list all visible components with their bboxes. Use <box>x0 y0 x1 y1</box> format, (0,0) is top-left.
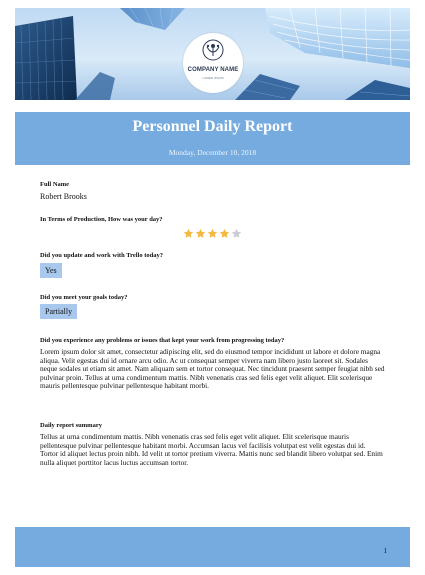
company-logo-icon <box>202 39 224 61</box>
star-filled-icon <box>207 228 218 239</box>
trello-answer: Yes <box>40 263 62 278</box>
summary-text: Tellus at urna condimentum mattis. Nibh venenatis cras sed felis eget velit aliquet. Elit scelerisque mauris pellentesque pulvinar pellentesque habitant morbi. Accumsan lacus vel facilisis volutpat est velit egestas dui id. Tortor id aliquet lectus proin nibh. Id velit ut tortor pretium viverra. Mattis nunc sed blandit libero volutpat sed. Enim nulla aliquet porttitor lacus luctus accumsan tortor. <box>40 432 383 467</box>
production-label: In Terms of Production, How was your day? <box>40 216 163 223</box>
goals-label: Did you meet your goals today? <box>40 294 128 301</box>
report-title: Personnel Daily Report <box>132 118 293 135</box>
company-logo <box>183 33 243 93</box>
problems-text: Lorem ipsum dolor sit amet, consectetur adipiscing elit, sed do eiusmod tempor incididunt ut labore et dolore magna aliqua. Velit egestas dui id ornare arcu odio. Ac ut consequat semper viverra nam libero justo laoreet sit. Sodales neque sodales ut etiam sit amet. Nam aliquam sem et tortor consequat. Nec tincidunt praesent semper feugiat nibh sed pulvinar proin. Tellus at urna condimentum mattis. Nibh venenatis cras sed felis eget velit aliquet. Elit scelerisque mauris pellentesque pulvinar pellentesque habitant morbi. <box>40 347 385 391</box>
footer-bar <box>15 527 410 567</box>
full-name-label: Full Name <box>40 181 70 188</box>
summary-label: Daily report summary <box>40 422 102 429</box>
page-number: 1 <box>383 547 387 555</box>
full-name-value: Robert Brooks <box>40 192 87 201</box>
star-filled-icon <box>195 228 206 239</box>
company-tagline: LOREM IPSUM <box>202 76 224 80</box>
problems-label: Did you experience any problems or issues that kept your work from progressing today? <box>40 337 285 344</box>
header-image <box>15 8 410 100</box>
star-empty-icon <box>231 228 242 239</box>
title-banner <box>15 112 410 165</box>
star-filled-icon <box>219 228 230 239</box>
report-date: Monday, December 10, 2018 <box>168 148 257 157</box>
company-name: COMPANY NAME <box>187 67 239 73</box>
star-filled-icon <box>183 228 194 239</box>
trello-label: Did you update and work with Trello today? <box>40 252 163 259</box>
goals-answer: Partially <box>40 304 77 319</box>
production-rating <box>183 226 243 238</box>
